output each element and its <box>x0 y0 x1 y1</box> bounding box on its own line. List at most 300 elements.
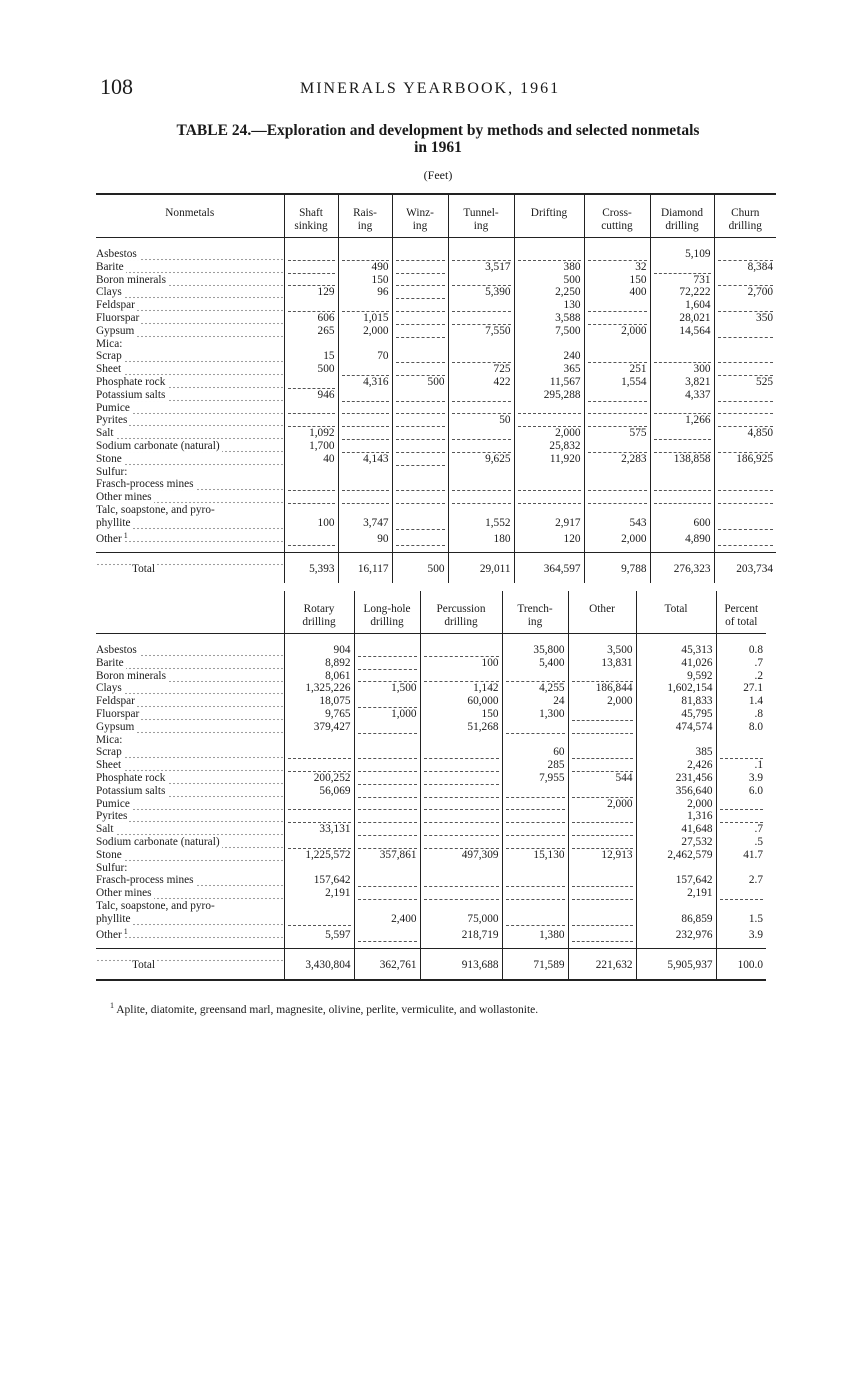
table-cell <box>714 299 776 312</box>
table-cell: 490 <box>338 261 392 274</box>
total-cell: 364,597 <box>514 553 584 584</box>
table-cell <box>636 900 716 913</box>
table-cell <box>502 798 568 811</box>
empty-cell-leader <box>588 251 647 261</box>
empty-cell-leader <box>358 762 417 772</box>
empty-cell-leader <box>718 443 774 453</box>
table-cell: 75,000 <box>420 913 502 926</box>
empty-cell-leader <box>506 877 565 887</box>
column-header: Trench- ing <box>502 591 568 634</box>
table-cell <box>714 338 776 351</box>
table-cell <box>514 414 584 427</box>
column-header: Percussion drilling <box>420 591 502 634</box>
table-cell: 300 <box>650 363 714 376</box>
table-cell: 200,252 <box>284 772 354 785</box>
empty-cell-leader <box>718 404 774 414</box>
row-label: Frasch-process mines <box>96 478 194 491</box>
table-row <box>96 900 766 913</box>
table-cell: 4,337 <box>650 389 714 402</box>
table-cell: 232,976 <box>636 926 716 943</box>
total-cell: 276,323 <box>650 553 714 584</box>
table-unit: (Feet) <box>423 168 453 182</box>
row-label: Other <box>96 929 122 942</box>
footnote-marker: 1 <box>110 1001 114 1010</box>
table-cell <box>650 261 714 274</box>
empty-cell-leader <box>506 813 565 823</box>
table-cell: 60,000 <box>420 695 502 708</box>
empty-cell-leader <box>358 660 417 670</box>
page-number: 108 <box>100 74 133 99</box>
row-label: Barite <box>96 260 124 273</box>
table-cell: 285 <box>502 759 568 772</box>
empty-cell-leader <box>572 762 633 772</box>
table-cell <box>420 823 502 836</box>
empty-cell-leader <box>588 494 647 504</box>
table-cell: .5 <box>716 836 766 849</box>
empty-cell-leader <box>506 826 565 836</box>
total-cell: 16,117 <box>338 553 392 584</box>
table-cell <box>392 286 448 299</box>
table-cell <box>568 900 636 913</box>
column-header: Nonmetals <box>96 194 284 238</box>
table-row <box>96 644 766 657</box>
total-cell: 913,688 <box>420 949 502 981</box>
table-cell: 1,500 <box>354 682 420 695</box>
table-cell <box>392 363 448 376</box>
table-cell <box>354 785 420 798</box>
empty-cell-leader <box>572 826 633 836</box>
table-cell <box>284 414 338 427</box>
empty-cell-leader <box>506 890 565 900</box>
row-label: Mica: <box>96 733 123 746</box>
row-label: Asbestos <box>96 248 137 260</box>
empty-cell-leader <box>720 800 764 810</box>
table-cell <box>584 248 650 261</box>
table-cell <box>420 887 502 900</box>
column-header: Other <box>568 591 636 634</box>
table-cell <box>514 248 584 261</box>
empty-cell-leader <box>506 788 565 798</box>
empty-cell-leader <box>718 481 774 491</box>
column-header: Winz- ing <box>392 194 448 238</box>
empty-cell-leader <box>288 839 351 849</box>
table-cell: 3,747 <box>338 517 392 530</box>
table-cell <box>714 248 776 261</box>
total-cell: 3,430,804 <box>284 949 354 981</box>
table-cell <box>514 478 584 491</box>
empty-cell-leader <box>452 481 511 491</box>
table-cell <box>502 721 568 734</box>
table-cell <box>284 248 338 261</box>
table-cell <box>338 363 392 376</box>
table-row <box>96 286 776 299</box>
table-row <box>96 274 776 287</box>
empty-cell-leader <box>654 481 711 491</box>
table-cell: 1,300 <box>502 708 568 721</box>
table-cell: 130 <box>514 299 584 312</box>
table-row <box>96 248 776 261</box>
empty-cell-leader <box>396 315 445 325</box>
row-label: Frasch-process mines <box>96 874 194 887</box>
table-row <box>96 504 776 517</box>
table-cell: 218,719 <box>420 926 502 943</box>
empty-cell-leader <box>358 672 417 682</box>
row-label: Sulfur: <box>96 465 128 478</box>
empty-cell-leader <box>572 672 633 682</box>
table-cell <box>714 274 776 287</box>
table-cell <box>502 670 568 683</box>
table-cell: 265 <box>284 325 338 338</box>
table-cell: 500 <box>392 376 448 389</box>
empty-cell-leader <box>396 276 445 286</box>
total-cell: 221,632 <box>568 949 636 981</box>
column-header: Cross- cutting <box>584 194 650 238</box>
table-cell: 100 <box>420 657 502 670</box>
table-cell: 1.4 <box>716 695 766 708</box>
empty-cell-leader <box>588 417 647 427</box>
table-row <box>96 887 766 900</box>
table-cell <box>502 785 568 798</box>
table-cell: 4,143 <box>338 453 392 466</box>
table-cell: 7,550 <box>448 325 514 338</box>
table-cell: 725 <box>448 363 514 376</box>
table-cell <box>284 913 354 926</box>
table-cell <box>568 836 636 849</box>
table-cell <box>714 440 776 453</box>
row-label: Phosphate rock <box>96 771 166 784</box>
table-cell: 2,000 <box>584 325 650 338</box>
table-cell <box>650 350 714 363</box>
table-cell <box>714 530 776 547</box>
table-cell: .2 <box>716 670 766 683</box>
empty-cell-leader <box>718 366 774 376</box>
table-cell <box>284 299 338 312</box>
empty-cell-leader <box>342 392 389 402</box>
table-cell <box>514 491 584 504</box>
table-cell: 365 <box>514 363 584 376</box>
table-cell <box>284 261 338 274</box>
table-cell <box>392 325 448 338</box>
table-part-2 <box>96 591 766 981</box>
column-header: Tunnel- ing <box>448 194 514 238</box>
empty-cell-leader <box>588 315 647 325</box>
table-cell: 4,850 <box>714 427 776 440</box>
empty-cell-leader <box>572 724 633 734</box>
empty-cell-leader <box>720 749 764 759</box>
table-cell: 1,092 <box>284 427 338 440</box>
row-label: Boron minerals <box>96 669 166 682</box>
table-cell: 5,400 <box>502 657 568 670</box>
table-cell: 7,500 <box>514 325 584 338</box>
table-row <box>96 478 776 491</box>
table-cell <box>584 389 650 402</box>
table-cell <box>584 491 650 504</box>
table-cell <box>514 504 584 517</box>
table-row <box>96 734 766 747</box>
table-cell: 4,255 <box>502 682 568 695</box>
table-cell <box>354 900 420 913</box>
column-header: Drifting <box>514 194 584 238</box>
table-cell <box>716 900 766 913</box>
empty-cell-leader <box>342 443 389 453</box>
table-cell <box>716 810 766 823</box>
table-cell: 41.7 <box>716 849 766 862</box>
table-cell: 5,109 <box>650 248 714 261</box>
table-cell <box>568 862 636 875</box>
empty-cell-leader <box>396 417 445 427</box>
table-row <box>96 325 776 338</box>
empty-cell-leader <box>424 826 499 836</box>
table-cell: 3,821 <box>650 376 714 389</box>
table-cell: 1,554 <box>584 376 650 389</box>
table-cell: 27,532 <box>636 836 716 849</box>
table-cell <box>354 926 420 943</box>
table-cell <box>448 466 514 479</box>
empty-cell-leader <box>424 749 499 759</box>
empty-cell-leader <box>358 877 417 887</box>
table-cell: 45,313 <box>636 644 716 657</box>
table-cell: 9,765 <box>284 708 354 721</box>
row-label: Pumice <box>96 797 130 810</box>
table-row <box>96 759 766 772</box>
empty-cell-leader <box>506 916 565 926</box>
table-row <box>96 312 776 325</box>
table-cell <box>448 274 514 287</box>
table-cell <box>284 810 354 823</box>
table-row <box>96 466 776 479</box>
table-cell: 186,844 <box>568 682 636 695</box>
empty-cell-leader <box>288 276 335 286</box>
table-cell <box>392 440 448 453</box>
table-cell: 150 <box>338 274 392 287</box>
table-row <box>96 414 776 427</box>
empty-cell-leader <box>572 877 633 887</box>
table-cell <box>448 312 514 325</box>
row-label: Sodium carbonate (natural) <box>96 835 220 848</box>
table-cell <box>502 887 568 900</box>
empty-cell-leader <box>358 749 417 759</box>
empty-cell-leader <box>288 264 335 274</box>
empty-cell-leader <box>588 353 647 363</box>
table-cell <box>284 491 338 504</box>
row-label: phyllite <box>96 516 131 529</box>
empty-cell-leader <box>342 302 389 312</box>
empty-cell-leader <box>588 404 647 414</box>
table-cell <box>650 504 714 517</box>
table-cell: 40 <box>284 453 338 466</box>
empty-cell-leader <box>342 494 389 504</box>
table-cell: 731 <box>650 274 714 287</box>
table-cell <box>448 299 514 312</box>
table-cell: 150 <box>420 708 502 721</box>
table-cell <box>420 746 502 759</box>
empty-cell-leader <box>452 430 511 440</box>
table-cell: 56,069 <box>284 785 354 798</box>
empty-cell-leader <box>654 404 711 414</box>
column-header: Rais- ing <box>338 194 392 238</box>
empty-cell-leader <box>342 417 389 427</box>
empty-cell-leader <box>718 276 774 286</box>
empty-cell-leader <box>288 749 351 759</box>
table-cell <box>284 504 338 517</box>
empty-cell-leader <box>288 813 351 823</box>
table-row <box>96 299 776 312</box>
table-cell: 2,000 <box>636 798 716 811</box>
table-row <box>96 695 766 708</box>
table-cell <box>354 887 420 900</box>
empty-cell-leader <box>572 813 633 823</box>
table-cell: 2,191 <box>284 887 354 900</box>
table-cell: 129 <box>284 286 338 299</box>
table-cell: 357,861 <box>354 849 420 862</box>
table-cell <box>392 402 448 415</box>
table-cell: 2.7 <box>716 874 766 887</box>
table-cell <box>714 504 776 517</box>
table-row <box>96 913 766 926</box>
empty-cell-leader <box>424 647 499 657</box>
column-header <box>96 591 284 634</box>
row-label: Mica: <box>96 337 123 350</box>
table-cell: 1,000 <box>354 708 420 721</box>
empty-cell-leader <box>288 379 335 389</box>
table-cell <box>584 299 650 312</box>
empty-cell-leader <box>588 302 647 312</box>
table-cell <box>514 466 584 479</box>
empty-cell-leader <box>518 481 581 491</box>
empty-cell-leader <box>358 800 417 810</box>
total-row <box>96 949 766 981</box>
table-cell <box>354 798 420 811</box>
table-cell <box>716 862 766 875</box>
table-cell <box>448 440 514 453</box>
table-cell: 100 <box>284 517 338 530</box>
table-cell <box>284 376 338 389</box>
table-cell <box>568 785 636 798</box>
row-label: Pumice <box>96 401 130 414</box>
empty-cell-leader <box>452 404 511 414</box>
row-label: Scrap <box>96 746 122 759</box>
table-cell <box>714 517 776 530</box>
table-cell <box>392 389 448 402</box>
table-cell <box>514 402 584 415</box>
total-cell: 5,393 <box>284 553 338 584</box>
table-cell <box>420 900 502 913</box>
table-cell: 356,640 <box>636 785 716 798</box>
empty-cell-leader <box>358 813 417 823</box>
empty-cell-leader <box>396 264 445 274</box>
table-cell <box>392 299 448 312</box>
table-row <box>96 798 766 811</box>
table-row <box>96 708 766 721</box>
table-cell <box>716 798 766 811</box>
table-cell: 575 <box>584 427 650 440</box>
table-cell: 379,427 <box>284 721 354 734</box>
row-label: Sodium carbonate (natural) <box>96 439 220 452</box>
table-cell <box>448 478 514 491</box>
table-cell: 946 <box>284 389 338 402</box>
row-label: Fluorspar <box>96 707 140 720</box>
empty-cell-leader <box>396 302 445 312</box>
table-cell <box>502 823 568 836</box>
table-cell: 1.5 <box>716 913 766 926</box>
table-cell: 295,288 <box>514 389 584 402</box>
empty-cell-leader <box>718 302 774 312</box>
table-cell: 9,592 <box>636 670 716 683</box>
table-row <box>96 785 766 798</box>
empty-cell-leader <box>720 890 764 900</box>
table-cell: 600 <box>650 517 714 530</box>
empty-cell-leader <box>518 251 581 261</box>
table-cell: 1,552 <box>448 517 514 530</box>
table-cell <box>568 721 636 734</box>
table-cell: 90 <box>338 530 392 547</box>
total-cell: 500 <box>392 553 448 584</box>
table-cell <box>502 734 568 747</box>
table-cell: 500 <box>284 363 338 376</box>
table-cell: 2,462,579 <box>636 849 716 862</box>
table-cell: 8,384 <box>714 261 776 274</box>
table-cell: 240 <box>514 350 584 363</box>
table-cell <box>284 746 354 759</box>
table-cell <box>354 836 420 849</box>
row-label: Pyrites <box>96 414 128 427</box>
total-label: Total <box>132 563 156 576</box>
table-cell <box>584 466 650 479</box>
table-cell: 8,061 <box>284 670 354 683</box>
empty-cell-leader <box>452 494 511 504</box>
empty-cell-leader <box>358 839 417 849</box>
table-cell <box>584 478 650 491</box>
row-label: Fluorspar <box>96 311 140 324</box>
empty-cell-leader <box>654 264 711 274</box>
table-cell: 2,426 <box>636 759 716 772</box>
table-cell <box>284 862 354 875</box>
empty-cell-leader <box>518 404 581 414</box>
empty-cell-leader <box>720 813 764 823</box>
table-row <box>96 670 766 683</box>
footnote <box>110 1001 538 1016</box>
empty-cell-leader <box>396 536 445 546</box>
empty-cell-leader <box>718 536 774 546</box>
table-row <box>96 823 766 836</box>
table-cell: 18,075 <box>284 695 354 708</box>
table-row <box>96 836 766 849</box>
table-cell <box>338 478 392 491</box>
empty-cell-leader <box>718 353 774 363</box>
footnote-text: Aplite, diatomite, greensand marl, magnesite, olivine, perlite, vermiculite, and wollastonite. <box>116 1003 539 1016</box>
table-cell: 33,131 <box>284 823 354 836</box>
table-row <box>96 491 776 504</box>
empty-cell-leader <box>288 404 335 414</box>
empty-cell-leader <box>288 494 335 504</box>
empty-cell-leader <box>342 366 389 376</box>
table-cell <box>650 478 714 491</box>
table-cell: 7,955 <box>502 772 568 785</box>
total-cell: 362,761 <box>354 949 420 981</box>
table-cell: 15,130 <box>502 849 568 862</box>
empty-cell-leader <box>358 788 417 798</box>
empty-cell-leader <box>396 392 445 402</box>
empty-cell-leader <box>452 443 511 453</box>
table-cell <box>448 491 514 504</box>
table-cell: 180 <box>448 530 514 547</box>
table-cell <box>716 746 766 759</box>
empty-cell-leader <box>288 800 351 810</box>
table-row <box>96 849 766 862</box>
table-cell: 3.9 <box>716 926 766 943</box>
table-cell <box>502 810 568 823</box>
row-label: Potassium salts <box>96 388 166 401</box>
